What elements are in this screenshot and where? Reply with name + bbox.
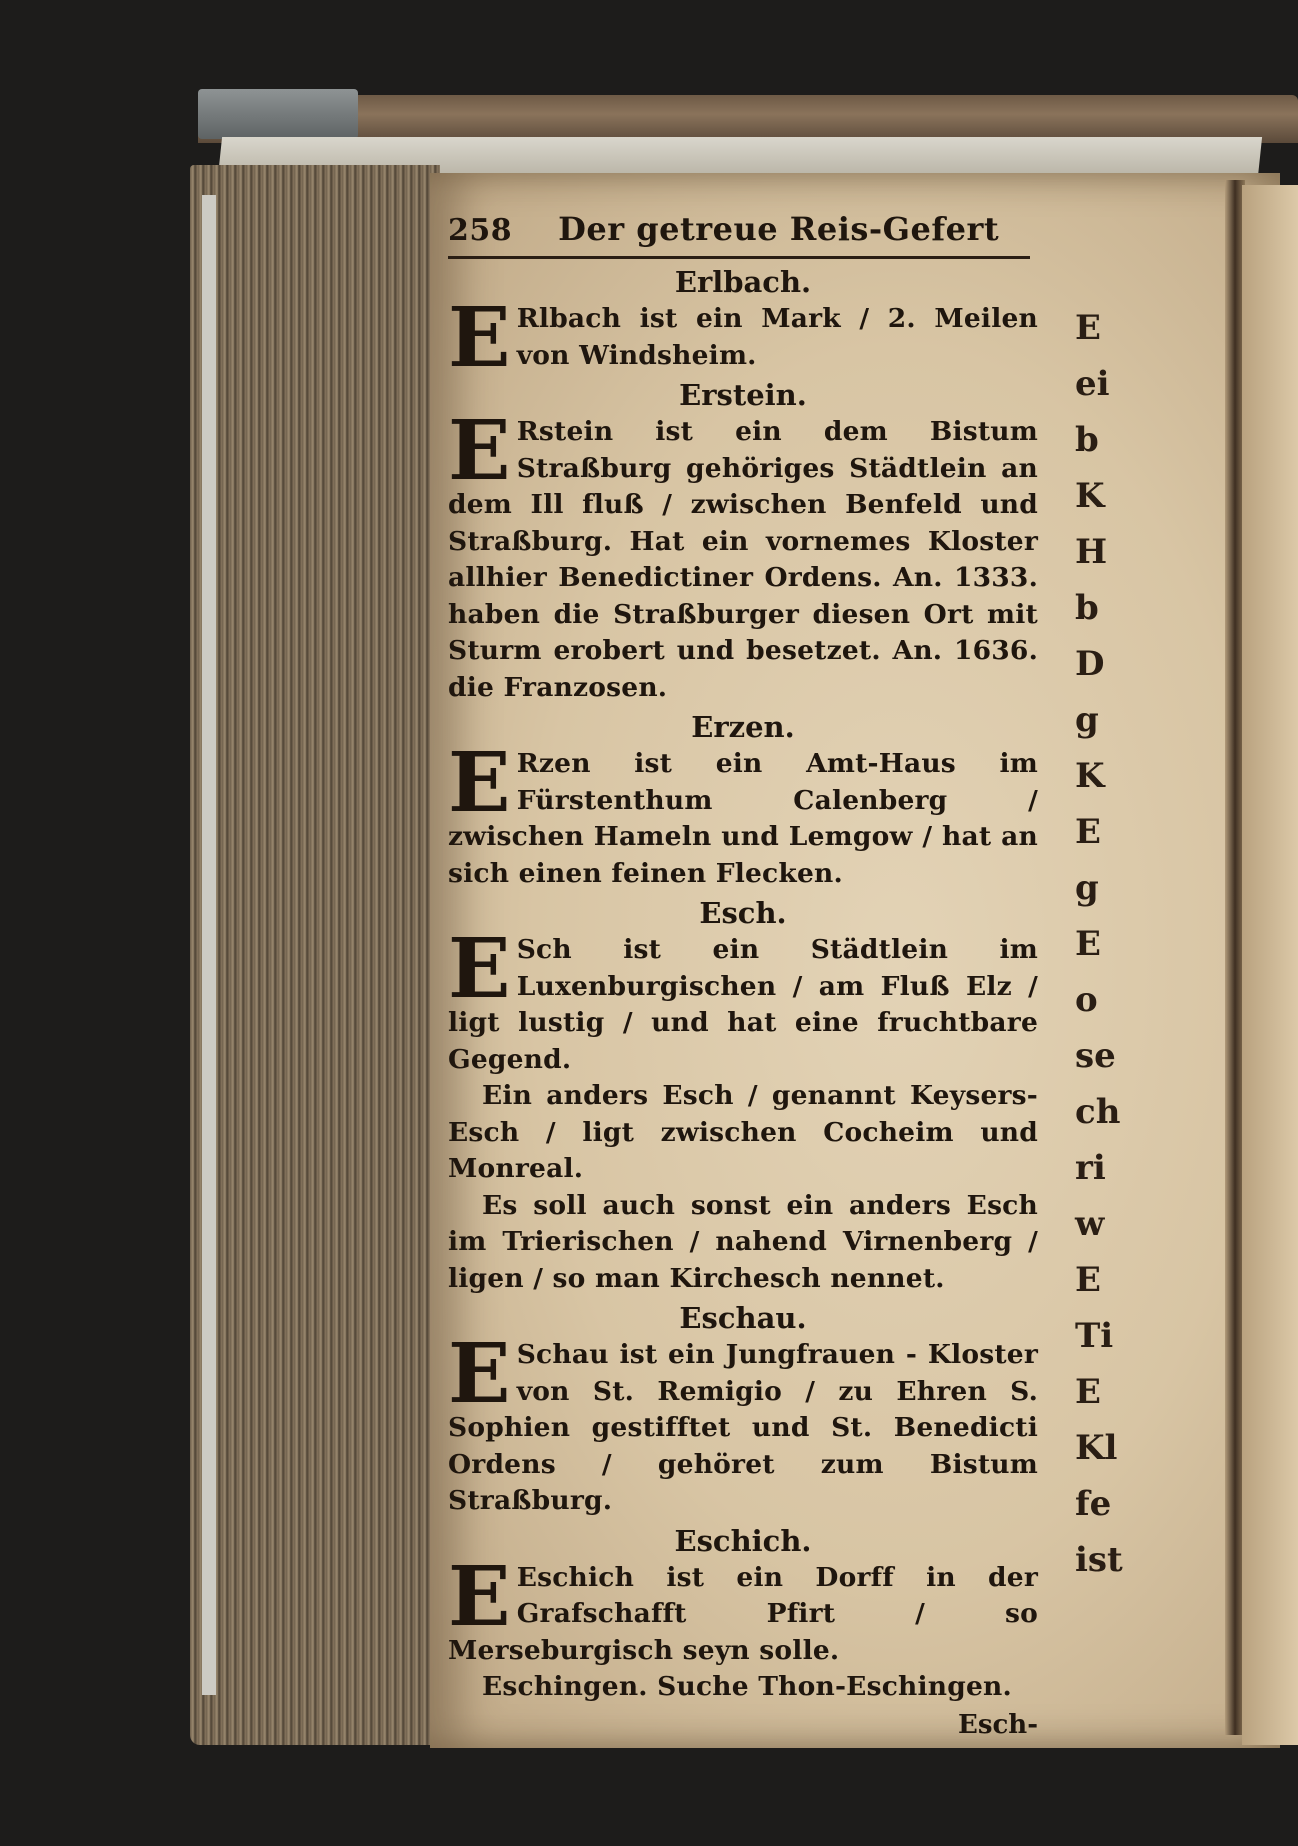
drop-initial: E	[448, 403, 511, 499]
page-block-edges	[190, 165, 440, 1745]
right-page-fragment: b	[1075, 420, 1099, 460]
right-page-fragment: E	[1075, 308, 1101, 348]
right-page-fragment: E	[1075, 1260, 1101, 1300]
entry-text: Eschich ist ein Dorff in der Grafschafft Pfirt / so Merseburgisch seyn solle.	[448, 1561, 1038, 1666]
entry-body	[448, 1326, 1038, 1520]
right-page-fragment: H	[1075, 532, 1108, 572]
drop-initial: E	[448, 290, 511, 386]
entry-title: Esch.	[699, 896, 787, 930]
right-page-fragment: E	[1075, 1372, 1101, 1412]
cross-reference: Eschingen. Suche Thon-Eschingen.	[482, 1671, 1012, 1702]
entry-body	[448, 735, 1038, 892]
entry-text: Rlbach ist ein Mark / 2. Meilen von Windsheim.	[516, 303, 1038, 371]
catchword: Esch-	[958, 1709, 1038, 1740]
entry-body	[448, 921, 1038, 1078]
page-text	[448, 210, 1038, 1740]
right-page-fragment: ri	[1075, 1148, 1106, 1188]
right-page	[1242, 185, 1298, 1745]
entry-text: Sch ist ein Städtlein im Luxenburgischen / am Fluß Elz / ligt lustig / und hat eine fruchtbare Gegend.	[448, 934, 1038, 1075]
entry-body	[448, 1548, 1038, 1670]
header-rule	[448, 256, 1030, 259]
running-header	[448, 210, 1038, 248]
entries	[448, 263, 1038, 1078]
page-block-highlight	[202, 195, 216, 1695]
right-page-fragment: K	[1075, 756, 1105, 796]
right-page-fragment: w	[1075, 1204, 1105, 1244]
drop-initial: E	[448, 1548, 511, 1645]
drop-initial: E	[448, 1326, 511, 1422]
right-page-fragment: E	[1075, 812, 1101, 852]
right-page-fragment: Kl	[1075, 1428, 1118, 1468]
paragraphs	[448, 1078, 1038, 1297]
metal-clasp	[198, 89, 358, 139]
entry-body	[448, 290, 1038, 386]
right-page-fragment: b	[1075, 588, 1099, 628]
entry-text: Rzen ist ein Amt-Haus im Fürstenthum Calenberg / zwischen Hameln und Lemgow / hat an sich einen feinen Flecken.	[448, 748, 1038, 889]
right-page-fragment: ei	[1075, 364, 1110, 404]
entry-text: Rstein ist ein dem Bistum Straßburg gehöriges Städtlein an dem Ill fluß / zwischen Benfeld und Straßburg. Hat ein vornemes Kloster allhier Benedictiner Ordens. An. 1333. haben die Straßburger diesen Ort mit Sturm erobert und besetzet. An. 1636. die Franzosen.	[448, 416, 1038, 703]
right-page-fragment: D	[1075, 644, 1105, 684]
right-page-fragment: g	[1075, 868, 1099, 908]
right-page-fragment: se	[1075, 1036, 1116, 1076]
paragraph: Es soll auch sonst ein anders Esch im Trierischen / nahend Virnenberg / ligen / so man Kirchesch nennet.	[448, 1189, 1038, 1294]
page-number: 258	[448, 213, 513, 248]
entry-text: Schau ist ein Jungfrauen - Kloster von St. Remigio / zu Ehren S. Sophien gestifftet und St. Benedicti Ordens / gehöret zum Bistum Straßburg.	[448, 1339, 1038, 1516]
right-page-fragment: E	[1075, 924, 1101, 964]
book-cover-top	[198, 95, 1298, 143]
right-page-fragment: g	[1075, 700, 1099, 740]
entry-title: Erlbach.	[674, 265, 812, 299]
right-page-text-fragments	[1075, 300, 1123, 1588]
right-page-fragment: ch	[1075, 1092, 1121, 1132]
paragraph: Ein anders Esch / genannt Keysers-Esch / ligt zwischen Cocheim und Monreal.	[448, 1080, 1038, 1184]
right-page-fragment: Ti	[1075, 1316, 1114, 1356]
drop-initial: E	[448, 735, 511, 831]
drop-initial: E	[448, 921, 511, 1017]
right-page-fragment: K	[1075, 476, 1105, 516]
entry-body	[448, 403, 1038, 706]
right-page-fragment: fe	[1075, 1484, 1112, 1524]
right-page-fragment: ist	[1075, 1540, 1123, 1580]
right-page-fragment: o	[1075, 980, 1098, 1020]
entry-title: Erstein.	[679, 378, 807, 412]
running-title: Der getreue Reis-Gefert	[558, 210, 1000, 248]
entries-continued	[448, 1299, 1038, 1669]
entry-title: Eschau.	[679, 1301, 807, 1335]
entry-title: Eschich.	[674, 1523, 812, 1558]
entry-title: Erzen.	[691, 710, 795, 744]
